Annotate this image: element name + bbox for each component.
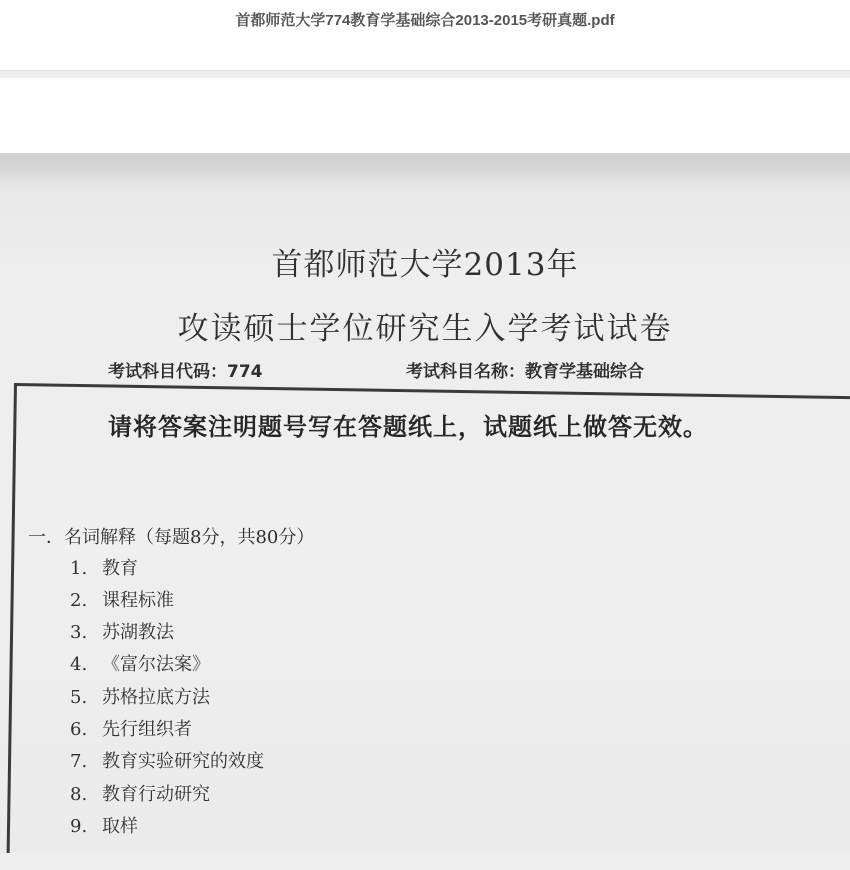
exam-title-type: 攻读硕士学位研究生入学考试试卷 — [177, 311, 673, 347]
question-number: 1. — [70, 558, 88, 579]
question-item — [70, 683, 210, 709]
question-number: 2. — [70, 590, 88, 611]
subject-name: 考试科目名称：教育学基础综合 — [406, 362, 644, 382]
question-item — [70, 554, 138, 580]
question-text: 教育实验研究的效度 — [102, 751, 264, 772]
question-item — [70, 780, 210, 806]
viewer-bottom-strip — [0, 853, 850, 870]
exam-instruction: 请将答案注明题号写在答题纸上，试题纸上做答无效。 — [108, 413, 708, 441]
exam-title-university: 首都师范大学2013年 — [271, 247, 579, 283]
viewer-header — [0, 0, 850, 70]
question-item — [70, 812, 138, 838]
viewer-background — [0, 78, 850, 153]
question-number: 4. — [70, 654, 88, 675]
question-text: 《富尔法案》 — [102, 654, 210, 675]
question-text: 教育 — [102, 558, 138, 579]
question-item — [70, 586, 174, 612]
question-number: 3. — [70, 622, 88, 643]
question-item — [70, 747, 264, 773]
question-text: 先行组织者 — [102, 719, 192, 740]
question-number: 5. — [70, 687, 88, 708]
question-text: 取样 — [102, 816, 138, 837]
subject-code: 考试科目代码：774 — [108, 362, 263, 382]
question-number: 6. — [70, 719, 88, 740]
document-title: 首都师范大学774教育学基础综合2013-2015考研真题.pdf — [235, 12, 615, 29]
question-item — [70, 618, 174, 644]
question-number: 7. — [70, 751, 88, 772]
question-item — [70, 715, 192, 741]
question-text: 教育行动研究 — [102, 784, 210, 805]
section-heading-definitions: 一．名词解释（每题8分，共80分） — [28, 527, 315, 548]
question-text: 苏湖教法 — [102, 622, 174, 643]
question-number: 8. — [70, 784, 88, 805]
question-text: 苏格拉底方法 — [102, 687, 210, 708]
question-text: 课程标准 — [102, 590, 174, 611]
scanned-exam-page — [0, 153, 850, 853]
question-item — [70, 650, 210, 676]
question-number: 9. — [70, 816, 88, 837]
